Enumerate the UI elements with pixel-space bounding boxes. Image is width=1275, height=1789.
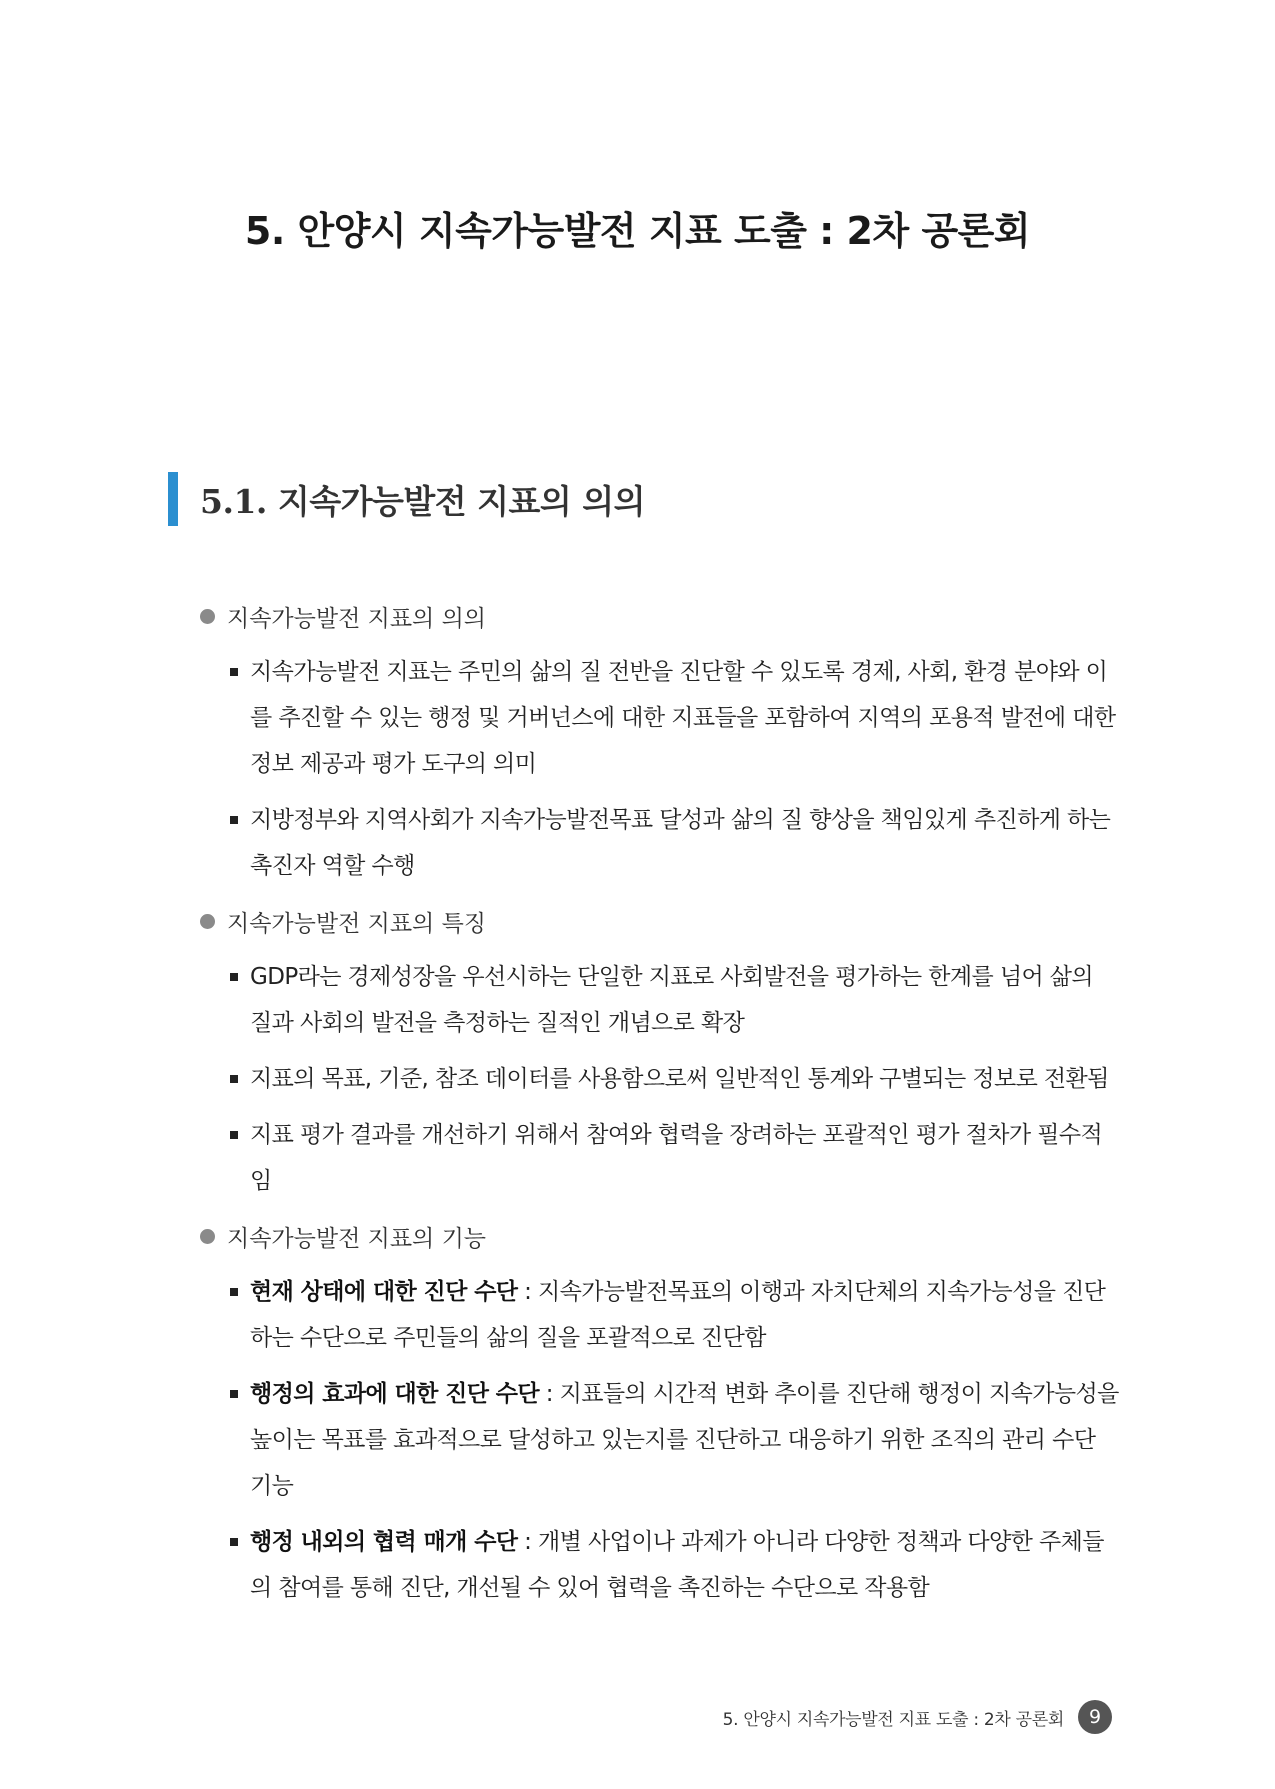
circle-bullet-icon: [200, 609, 215, 624]
group-title: [200, 594, 1120, 639]
section-accent-bar: [168, 472, 178, 526]
group-title-text: 지속가능발전 지표의 특징: [227, 911, 487, 937]
group-title-text: 지속가능발전 지표의 기능: [227, 1226, 487, 1252]
list-item: [200, 1519, 1120, 1611]
item-text: GDP라는 경제성장을 우선시하는 단일한 지표로 사회발전을 평가하는 한계를 넘어 삶의 질과 사회의 발전을 측정하는 질적인 개념으로 확장: [250, 964, 1094, 1036]
page-footer: [723, 1700, 1112, 1734]
square-bullet-icon: [230, 1131, 238, 1139]
section-heading: [168, 472, 645, 526]
list-item: [200, 954, 1120, 1046]
list-item: [200, 797, 1120, 889]
list-item: [200, 1269, 1120, 1361]
square-bullet-icon: [230, 668, 238, 676]
square-bullet-icon: [230, 816, 238, 824]
group-title: [200, 1214, 1120, 1259]
item-strong-text: 행정의 효과에 대한 진단 수단: [250, 1381, 540, 1407]
item-text: 지표 평가 결과를 개선하기 위해서 참여와 협력을 장려하는 포괄적인 평가 절차가 필수적임: [250, 1122, 1103, 1194]
circle-bullet-icon: [200, 914, 215, 929]
item-text: : 개별 사업이나 과제가 아니라 다양한 정책과 다양한 주체들의 참여를 통해 진단, 개선될 수 있어 협력을 촉진하는 수단으로 작용함: [250, 1529, 1104, 1601]
section-heading-text: 5.1. 지속가능발전 지표의 의의: [200, 481, 646, 521]
square-bullet-icon: [230, 1075, 238, 1083]
circle-bullet-icon: [200, 1229, 215, 1244]
group-title-text: 지속가능발전 지표의 의의: [227, 606, 487, 632]
item-strong-text: 행정 내외의 협력 매개 수단: [250, 1529, 518, 1555]
square-bullet-icon: [230, 1288, 238, 1296]
content-body: [200, 594, 1120, 1621]
item-text: : 지속가능발전목표의 이행과 자치단체의 지속가능성을 진단하는 수단으로 주민들의 삶의 질을 포괄적으로 진단함: [250, 1279, 1106, 1351]
list-item: [200, 649, 1120, 787]
square-bullet-icon: [230, 1390, 238, 1398]
group-title: [200, 899, 1120, 944]
item-text: 지속가능발전 지표는 주민의 삶의 질 전반을 진단할 수 있도록 경제, 사회, 환경 분야와 이를 추진할 수 있는 행정 및 거버넌스에 대한 지표들을 포함하여 지역의 포용적 발전에 대한 정보 제공과 평가 도구의 의미: [250, 659, 1116, 777]
page-number-badge: 9: [1078, 1700, 1112, 1734]
list-item: [200, 1112, 1120, 1204]
chapter-title: 5. 안양시 지속가능발전 지표 도출 : 2차 공론회: [244, 209, 1031, 253]
group-meaning: [200, 594, 1120, 889]
list-item: [200, 1371, 1120, 1509]
group-features: [200, 899, 1120, 1204]
running-title: 5. 안양시 지속가능발전 지표 도출 : 2차 공론회: [722, 1709, 1064, 1730]
item-text: 지표의 목표, 기준, 참조 데이터를 사용함으로써 일반적인 통계와 구별되는 정보로 전환됨: [250, 1066, 1109, 1092]
list-item: [200, 1056, 1120, 1102]
square-bullet-icon: [230, 1538, 238, 1546]
square-bullet-icon: [230, 973, 238, 981]
item-strong-text: 현재 상태에 대한 진단 수단: [250, 1279, 518, 1305]
group-functions: [200, 1214, 1120, 1611]
item-text: 지방정부와 지역사회가 지속가능발전목표 달성과 삶의 질 향상을 책임있게 추진하게 하는 촉진자 역할 수행: [250, 807, 1111, 879]
item-text: : 지표들의 시간적 변화 추이를 진단해 행정이 지속가능성을 높이는 목표를 효과적으로 달성하고 있는지를 진단하고 대응하기 위한 조직의 관리 수단 기능: [250, 1381, 1119, 1499]
